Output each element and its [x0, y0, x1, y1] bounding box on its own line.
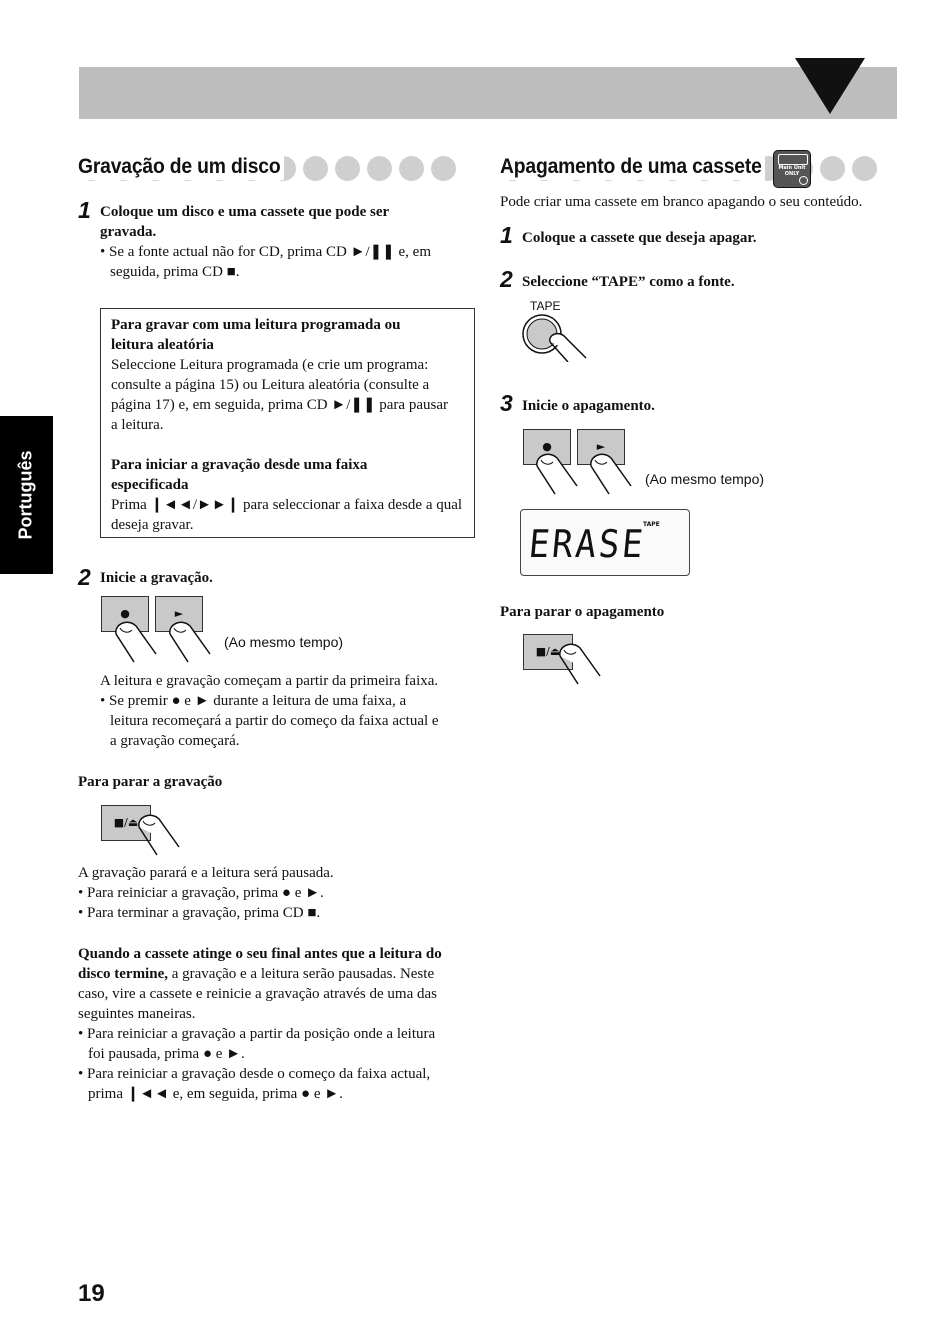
- finger-press-icon: [587, 452, 635, 496]
- lcd-tape-indicator: TAPE: [643, 521, 660, 528]
- erase-step3-heading: Inicie o apagamento.: [522, 398, 655, 414]
- step-number: 1: [500, 222, 513, 248]
- tape-end-line2: a gravação e a leitura serão pausadas. Neste: [167, 966, 435, 982]
- step-number: 2: [78, 564, 91, 590]
- play-button[interactable]: ►: [577, 429, 625, 465]
- note-body2-line1: Prima ❙◄◄/►►❙ para seleccionar a faixa desde a qual: [111, 497, 463, 513]
- lcd-display-text: ERASE: [526, 522, 648, 566]
- section-title-erasing: Apagamento de uma cassete: [500, 154, 765, 180]
- stop-recording-body: [78, 863, 478, 923]
- header-triangle-icon: [795, 58, 905, 120]
- step-number: 3: [500, 390, 513, 416]
- step1-heading: [100, 202, 470, 242]
- section-title-recording: Gravação de um disco: [78, 154, 284, 180]
- note-body2-line2: deseja gravar.: [111, 517, 194, 533]
- step1-heading-line1: Coloque um disco e uma cassete que pode ser: [100, 204, 390, 220]
- step2-bullet-line3: a gravação começará.: [110, 733, 240, 749]
- main-unit-only-icon: [773, 150, 811, 188]
- simultaneous-note: (Ao mesmo tempo): [645, 471, 765, 487]
- main-unit-only-label: ONLY: [784, 171, 800, 177]
- note-body1-line3: página 17) e, em seguida, prima CD ►/❚❚ para pausar: [111, 397, 448, 413]
- note-heading2-line1: Para iniciar a gravação desde uma faixa: [111, 457, 368, 473]
- note-body1-line2: consulte a página 15) ou Leitura aleatória (consulte a: [111, 377, 430, 393]
- erase-step2-heading: Seleccione “TAPE” como a fonte.: [522, 274, 735, 290]
- note-body1-line1: Seleccione Leitura programada (e crie um programa:: [111, 357, 429, 373]
- note-heading1-line2: leitura aleatória: [111, 337, 214, 353]
- tape-end-bullet1-line2: foi pausada, prima ● e ►.: [88, 1046, 245, 1062]
- lcd-display: [520, 509, 690, 576]
- note-heading2-line2: especificada: [111, 477, 189, 493]
- step2-body: [100, 671, 480, 751]
- tape-button[interactable]: [520, 312, 592, 362]
- language-label: Português: [15, 450, 36, 540]
- note-heading1-line1: Para gravar com uma leitura programada ou: [111, 317, 401, 333]
- step1-bullet-line2: seguida, prima CD ■.: [110, 264, 240, 280]
- stop-erase-heading: Para parar o apagamento: [500, 604, 665, 620]
- step2-bullet-line2: leitura recomeçará a partir do começo da faixa actual e: [110, 713, 439, 729]
- tape-end-bold-line1: Quando a cassete atinge o seu final antes que a leitura do: [78, 946, 442, 962]
- tape-end-paragraph: [78, 944, 478, 1104]
- step-number: 2: [500, 266, 513, 292]
- tape-button-label: TAPE: [530, 299, 561, 313]
- note-box: [100, 308, 475, 538]
- record-button[interactable]: ●: [523, 429, 571, 465]
- stop-eject-button[interactable]: ■/⏏: [101, 805, 151, 841]
- erase-step1-heading: Coloque a cassete que deseja apagar.: [522, 230, 757, 246]
- step1-bullet: [100, 242, 470, 282]
- step1-bullet-line1: • Se a fonte actual não for CD, prima CD ►/❚❚ e, em: [100, 244, 431, 260]
- play-button[interactable]: ►: [155, 596, 203, 632]
- finger-press-icon: [112, 620, 160, 664]
- step2-bullet-line1: • Se premir ● e ► durante a leitura de uma faixa, a: [100, 693, 407, 709]
- tape-end-line4: seguintes maneiras.: [78, 1006, 196, 1022]
- stop-eject-button[interactable]: ■/⏏: [523, 634, 573, 670]
- finger-press-icon: [533, 452, 581, 496]
- tape-end-line3: caso, vire a cassete e reinicie a gravação através de uma das: [78, 986, 437, 1002]
- simultaneous-note: (Ao mesmo tempo): [224, 634, 344, 650]
- stop-recording-heading: Para parar a gravação: [78, 774, 223, 790]
- step2-text: A leitura e gravação começam a partir da primeira faixa.: [100, 673, 439, 689]
- stop-recording-bullet1: • Para reiniciar a gravação, prima ● e ►.: [78, 885, 324, 901]
- finger-press-icon: [166, 620, 214, 664]
- header-bar: [79, 67, 897, 119]
- tape-end-bold-line2: disco termine,: [78, 966, 168, 982]
- step1-heading-line2: gravada.: [100, 224, 157, 240]
- finger-press-icon: [556, 642, 604, 686]
- step2-heading: Inicie a gravação.: [100, 570, 213, 586]
- step-number: 1: [78, 197, 91, 223]
- note-body1-line4: a leitura.: [111, 417, 164, 433]
- tape-end-bullet2-line1: • Para reiniciar a gravação desde o começo da faixa actual,: [78, 1066, 431, 1082]
- main-unit-label: Main Unit: [778, 165, 806, 171]
- language-side-tab: [0, 416, 53, 574]
- tape-end-bullet1-line1: • Para reiniciar a gravação a partir da posição onde a leitura: [78, 1026, 436, 1042]
- stop-recording-bullet2: • Para terminar a gravação, prima CD ■.: [78, 905, 321, 921]
- tape-end-bullet2-line2: prima ❙◄◄ e, em seguida, prima ● e ►.: [88, 1086, 343, 1102]
- finger-press-icon: [135, 813, 183, 857]
- stop-recording-text: A gravação parará e a leitura será pausada.: [78, 865, 334, 881]
- erase-intro: Pode criar uma cassete em branco apagando o seu conteúdo.: [500, 194, 863, 210]
- record-button[interactable]: ●: [101, 596, 149, 632]
- page-number: 19: [78, 1280, 105, 1307]
